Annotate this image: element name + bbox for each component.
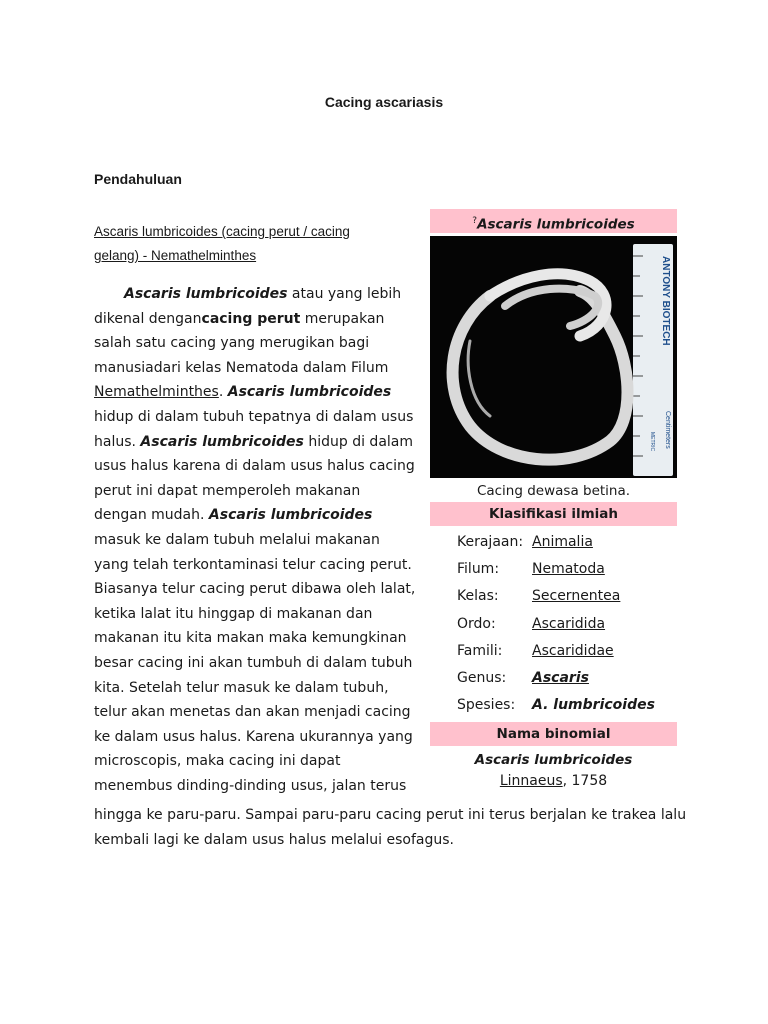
sci-name: Ascaris lumbricoides [124, 286, 288, 302]
classification-row [457, 611, 677, 638]
ruler-unit: Centimeters [664, 411, 671, 449]
infobox-title [430, 209, 677, 233]
authority-year: , 1758 [562, 773, 608, 790]
sci-name: Ascaris lumbricoides [140, 433, 304, 450]
row-value-link[interactable]: Ascaridida [532, 615, 606, 632]
worm-illustration [430, 236, 677, 478]
body-paragraph [94, 282, 416, 798]
classification-row [457, 529, 677, 556]
footnote-mark[interactable]: ? [472, 216, 478, 226]
text-run: masuk ke dalam tubuh melalui makanan yang telah terkontaminasi telur cacing perut. Biasanya telur cacing perut dibawa oleh lalat, ketika lalat itu hinggap di makanan dan makanan itu kita makan maka kemungkinan besar cacing ini akan tumbuh di dalam tubuh kita. Setelah telur masuk ke dalam tubuh, telur akan menetas dan akan menjadi cacing ke dalam usus halus. Karena ukurannya yang microscopis, maka cacing ini dapat menembus dinding-dinding usus, jalan terus [94, 531, 416, 794]
ruler [633, 244, 673, 476]
classification-row [457, 638, 677, 665]
row-value-link[interactable]: Nematoda [532, 561, 605, 578]
text-run: . [218, 384, 228, 401]
binomial-header: Nama binomial [430, 722, 677, 746]
body-paragraph-tail: hingga ke paru-paru. Sampai paru-paru cacing perut ini terus berjalan ke trakea lalu kembali lagi ke dalam usus halus melalui esofagus. [94, 807, 687, 848]
classification-row [457, 665, 677, 692]
binomial-authority [430, 770, 677, 792]
row-value-link[interactable]: Secernentea [532, 588, 621, 605]
row-label: Ordo: [457, 615, 496, 632]
row-value: A. lumbricoides [532, 697, 655, 714]
section-heading: Pendahuluan [94, 171, 182, 187]
row-label: Filum: [457, 561, 500, 578]
phylum-link[interactable]: Nemathelminthes [94, 384, 219, 401]
authority-link[interactable]: Linnaeus [499, 773, 563, 790]
classification-row [457, 583, 677, 610]
subheading: Ascaris lumbricoides (cacing perut / cacing gelang) - Nemathelminthes [94, 224, 350, 263]
row-label: Genus: [457, 669, 507, 686]
sci-name: Ascaris lumbricoides [208, 507, 373, 524]
classification-row [457, 556, 677, 583]
row-value-link[interactable]: Ascaris [532, 669, 589, 686]
row-label: Spesies: [457, 697, 516, 714]
text-run: atau yang lebih dikenal dengan [94, 286, 402, 327]
row-label: Kelas: [457, 588, 499, 605]
text-run: hidup di dalam usus halus karena di dalam usus halus cacing perut ini dapat memperoleh makanan dengan mudah. [94, 433, 415, 524]
infobox [430, 209, 677, 792]
bold-term: cacing perut [201, 310, 301, 327]
row-label: Famili: [457, 642, 503, 659]
classification-header: Klasifikasi ilmiah [430, 502, 677, 526]
page-title: Cacing ascariasis [324, 94, 444, 110]
image-caption: Cacing dewasa betina. [476, 483, 631, 499]
classification-row [457, 692, 677, 719]
ruler-brand: ANTONY BIOTECH [660, 256, 671, 346]
ruler-small-label: METRIC [649, 432, 655, 452]
sci-name: Ascaris lumbricoides [227, 384, 392, 401]
row-value-link[interactable]: Ascarididae [532, 642, 614, 659]
text-run: merupakan salah satu cacing yang merugikan bagi manusiadari kelas Nematoda dalam Filum [94, 310, 389, 376]
infobox-title-text: Ascaris lumbricoides [477, 216, 635, 233]
classification-table [430, 526, 677, 722]
worm-photo [430, 236, 677, 478]
row-label: Kerajaan: [457, 534, 524, 550]
text-run: hidup di dalam tubuh tepatnya di dalam usus halus. [94, 408, 414, 450]
binomial-name: Ascaris lumbricoides [474, 752, 633, 769]
row-value-link[interactable]: Animalia [532, 534, 593, 550]
